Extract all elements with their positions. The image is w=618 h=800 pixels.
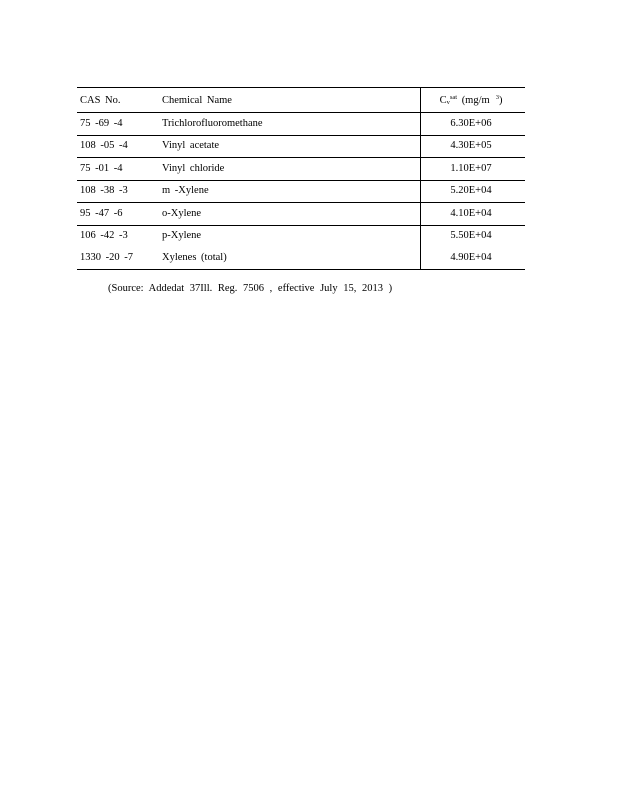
cas-number-cell: 108 -38 -3: [77, 180, 159, 203]
cas-number-cell: 75 -01 -4: [77, 158, 159, 181]
header-value-unit: (mg/m: [461, 95, 490, 107]
table-row: [77, 203, 525, 226]
value-cell: 5.50E+04: [421, 225, 526, 247]
header-saturation-concentration: [421, 88, 526, 113]
chemical-name-cell: m -Xylene: [159, 180, 421, 203]
value-cell: 1.10E+07: [421, 158, 526, 181]
cas-number-cell: 108 -05 -4: [77, 135, 159, 158]
value-cell: 4.10E+04: [421, 203, 526, 226]
header-value-superscript: sat: [449, 94, 458, 102]
table-row: [77, 225, 525, 247]
chemical-name-cell: Xylenes (total): [159, 247, 421, 269]
table-row: [77, 180, 525, 203]
cas-number-cell: 106 -42 -3: [80, 230, 128, 241]
table-row: [77, 135, 525, 158]
table-row: [77, 247, 525, 269]
value-cell: 6.30E+06: [421, 113, 526, 136]
table-row: [77, 158, 525, 181]
chemical-name-cell: Trichlorofluoromethane: [159, 113, 421, 136]
cas-number-cell: 1330 -20 -7: [77, 247, 159, 269]
table-row: [77, 113, 525, 136]
chemical-name-cell: p-Xylene: [162, 230, 202, 241]
header-unit-superscript: 3: [495, 94, 499, 102]
value-cell: 5.20E+04: [421, 180, 526, 203]
chemical-name-cell: Vinyl chloride: [159, 158, 421, 181]
cas-number-cell: 95 -47 -6: [77, 203, 159, 226]
header-value-subscript: v: [446, 99, 450, 107]
chemical-name-cell: o-Xylene: [159, 203, 421, 226]
value-cell: 4.90E+04: [421, 247, 526, 269]
source-note: (Source: Addedat 37Ill. Reg. 7506 , effective July 15, 2013 ): [108, 283, 393, 294]
header-cas-no: CAS No.: [77, 88, 159, 113]
cas-number-cell: 75 -69 -4: [77, 113, 159, 136]
header-value-symbol: C: [439, 95, 447, 107]
saturation-concentration-table: [77, 87, 525, 270]
header-unit-close: ): [498, 95, 503, 107]
header-chemical-name: Chemical Name: [159, 88, 421, 113]
value-cell: 4.30E+05: [421, 135, 526, 158]
chemical-name-cell: Vinyl acetate: [159, 135, 421, 158]
table-header-row: [77, 88, 525, 113]
